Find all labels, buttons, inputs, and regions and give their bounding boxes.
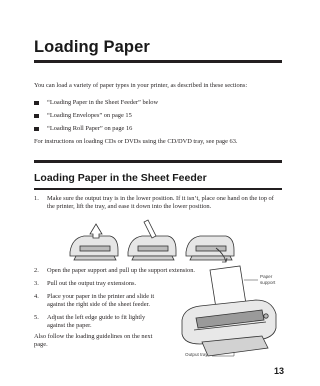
output-tray-callout: Output tray <box>185 352 208 357</box>
section-title: Loading Paper in the Sheet Feeder <box>34 172 207 184</box>
bullet-text: “Loading Roll Paper” on page 16 <box>47 125 133 132</box>
step-text: Open the paper support and pull up the support extension. <box>47 267 196 274</box>
bullet-text: “Loading Paper in the Sheet Feeder” below <box>47 99 159 106</box>
step-number: 1. <box>34 195 39 202</box>
step-number: 2. <box>34 267 39 274</box>
step-number: 5. <box>34 314 39 321</box>
printer-step-1-icon <box>70 224 118 260</box>
printer-step-3-icon <box>186 236 234 262</box>
bullet-square-icon <box>34 101 39 106</box>
page-title: Loading Paper <box>34 38 150 56</box>
closing-note: Also follow the loading guidelines on the next page. <box>34 333 153 348</box>
section-divider <box>34 160 282 163</box>
paper-support-callout: Paper support <box>260 274 276 285</box>
step-text: Pull out the output tray extensions. <box>47 280 137 287</box>
bullet-square-icon <box>34 114 39 119</box>
step-text: Place your paper in the printer and slide it against the right side of the sheet feeder. <box>47 293 155 308</box>
title-underline <box>34 60 282 63</box>
section-underline <box>34 188 282 190</box>
page-number: 13 <box>273 366 284 376</box>
bullet-square-icon <box>34 127 39 132</box>
step-text: Adjust the left edge guide to fit lightly against the paper. <box>47 314 146 329</box>
step-number: 3. <box>34 280 39 287</box>
step-text: Make sure the output tray is in the lower position. If it isn’t, place one hand on the top of the printer, lift the tray, and ease it down into the lower position. <box>47 195 274 210</box>
bullet-text: “Loading Envelopes” on page 15 <box>47 112 132 119</box>
intro-paragraph: You can load a variety of paper types in your printer, as described in these sections: <box>34 82 248 89</box>
cd-dvd-note: For instructions on loading CDs or DVDs using the CD/DVD tray, see page 63. <box>34 138 238 145</box>
printer-step-2-icon <box>128 220 176 260</box>
step-number: 4. <box>34 293 39 300</box>
printer-tray-illustration <box>66 218 238 264</box>
